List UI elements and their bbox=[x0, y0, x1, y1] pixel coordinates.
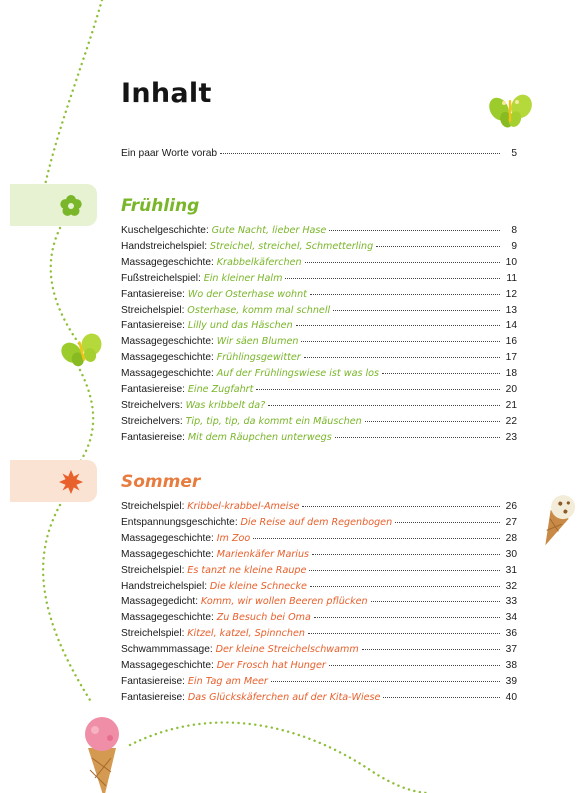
toc-entry-label bbox=[121, 384, 253, 395]
toc-entry-type: Massagegeschichte: bbox=[121, 532, 214, 544]
page-number: 14 bbox=[505, 320, 517, 332]
toc-row[interactable] bbox=[121, 416, 517, 431]
toc-entry-type: Streichelvers: bbox=[121, 399, 183, 411]
toc-row[interactable] bbox=[121, 660, 517, 675]
toc-entry-type: Streichelspiel: bbox=[121, 628, 185, 640]
toc-entry-type: Fantasiereise: bbox=[121, 288, 185, 300]
toc-entry-type: Massagegeschichte: bbox=[121, 368, 214, 380]
toc-entry-label bbox=[121, 660, 326, 671]
dot-leader bbox=[312, 554, 500, 555]
toc-row[interactable] bbox=[121, 368, 517, 383]
toc-entry-label bbox=[121, 533, 250, 544]
dot-leader bbox=[382, 373, 500, 374]
dot-leader bbox=[333, 310, 500, 311]
toc-row[interactable] bbox=[121, 273, 517, 288]
butterfly-icon bbox=[485, 91, 535, 129]
toc-entry-title: Mit dem Räupchen unterwegs bbox=[187, 431, 332, 443]
page-number: 23 bbox=[505, 431, 517, 443]
dot-leader bbox=[296, 325, 500, 326]
toc-row[interactable] bbox=[121, 628, 517, 643]
toc-entry-title: Im Zoo bbox=[216, 532, 251, 544]
page-number: 28 bbox=[505, 532, 517, 544]
page-number: 37 bbox=[505, 644, 517, 656]
toc-entry-type: Massagegeschichte: bbox=[121, 548, 214, 560]
toc-entry-title: Der kleine Streichelschwamm bbox=[215, 644, 359, 656]
ice-cream-icon bbox=[85, 717, 119, 793]
page-number: 10 bbox=[505, 256, 517, 268]
toc-entry-label bbox=[121, 400, 265, 411]
dot-leader bbox=[335, 437, 500, 438]
page-number: 34 bbox=[505, 612, 517, 624]
toc-entry-label bbox=[121, 289, 307, 300]
toc-entry-type: Fantasiereise: bbox=[121, 320, 185, 332]
dot-leader bbox=[310, 294, 500, 295]
flower-icon bbox=[58, 193, 84, 219]
toc-entry-title: Zu Besuch bei Oma bbox=[216, 612, 311, 624]
dotted-path-bottom bbox=[130, 723, 430, 793]
dot-leader bbox=[305, 262, 500, 263]
toc-entry-label bbox=[121, 257, 302, 268]
toc-row[interactable] bbox=[121, 565, 517, 580]
toc-entry-title: Die kleine Schnecke bbox=[209, 580, 307, 592]
page-number: 40 bbox=[505, 691, 517, 703]
toc-entry-title: Es tanzt ne kleine Raupe bbox=[187, 564, 307, 576]
section-heading-spring: Frühling bbox=[121, 196, 200, 216]
toc-row[interactable] bbox=[121, 692, 517, 707]
sun-icon bbox=[58, 469, 84, 495]
toc-row[interactable] bbox=[121, 612, 517, 627]
toc-entry-label bbox=[121, 676, 268, 687]
toc-entry-title: Streichel, streichel, Schmetterling bbox=[209, 240, 374, 252]
toc-entry-title: Ein kleiner Halm bbox=[203, 272, 283, 284]
page-title: Inhalt bbox=[121, 78, 212, 109]
page-number: 17 bbox=[505, 352, 517, 364]
section-heading-summer: Sommer bbox=[121, 472, 201, 492]
dot-leader bbox=[285, 278, 500, 279]
toc-entry-label bbox=[121, 581, 307, 592]
toc-entry-title: Kitzel, katzel, Spinnchen bbox=[187, 628, 305, 640]
toc-entry-label bbox=[121, 241, 373, 252]
dot-leader bbox=[256, 389, 500, 390]
toc-entry-type: Fantasiereise: bbox=[121, 691, 185, 703]
dot-leader bbox=[329, 665, 500, 666]
toc-entry-title: Osterhase, komm mal schnell bbox=[187, 304, 331, 316]
dot-leader bbox=[395, 522, 500, 523]
dot-leader bbox=[220, 153, 500, 154]
section-tab-spring bbox=[10, 184, 97, 226]
toc-entry-type: Fantasiereise: bbox=[121, 431, 185, 443]
toc-row[interactable] bbox=[121, 305, 517, 320]
toc-row-intro[interactable] bbox=[121, 148, 517, 163]
toc-entry-type: Massagegeschichte: bbox=[121, 660, 214, 671]
page-number: 39 bbox=[505, 675, 517, 687]
page-number: 32 bbox=[505, 580, 517, 592]
dot-leader bbox=[365, 421, 500, 422]
butterfly-icon bbox=[54, 327, 109, 370]
ice-cream-icon bbox=[534, 491, 579, 550]
page-number: 31 bbox=[505, 564, 517, 576]
toc-entry-title: Auf der Frühlingswiese ist was los bbox=[216, 368, 380, 380]
toc-entry-label bbox=[121, 596, 368, 607]
toc-entry-type: Massagegeschichte: bbox=[121, 336, 214, 348]
toc-entry-title: Die Reise auf dem Regenbogen bbox=[240, 516, 393, 528]
toc-entry-type: Streichelspiel: bbox=[121, 501, 185, 512]
toc-row[interactable] bbox=[121, 257, 517, 272]
dot-leader bbox=[371, 601, 500, 602]
toc-row[interactable] bbox=[121, 400, 517, 415]
toc-entry-title: Wir säen Blumen bbox=[216, 336, 299, 348]
toc-row[interactable] bbox=[121, 225, 517, 240]
toc-row[interactable] bbox=[121, 432, 517, 447]
toc-entry-type: Fußstreichelspiel: bbox=[121, 272, 201, 284]
page-number: 5 bbox=[511, 148, 517, 159]
dot-leader bbox=[271, 681, 500, 682]
toc-entry-label bbox=[121, 501, 299, 512]
toc-entry-label bbox=[121, 352, 301, 363]
toc-entry-title: Frühlingsgewitter bbox=[216, 352, 301, 364]
dot-leader bbox=[308, 633, 500, 634]
dot-leader bbox=[302, 506, 500, 507]
toc-entry-label bbox=[121, 225, 326, 236]
toc-entry-type: Streichelspiel: bbox=[121, 564, 185, 576]
dot-leader bbox=[268, 405, 500, 406]
page-number: 26 bbox=[505, 501, 517, 512]
dotted-path-summer bbox=[43, 505, 90, 700]
toc-entry-label bbox=[121, 320, 293, 331]
dot-leader bbox=[383, 697, 500, 698]
toc-entry-type: Massagegeschichte: bbox=[121, 352, 214, 364]
dotted-path-top bbox=[45, 0, 102, 185]
toc-row[interactable] bbox=[121, 676, 517, 691]
toc-row[interactable] bbox=[121, 596, 517, 611]
toc-entry-label bbox=[121, 517, 392, 528]
toc-entry-label bbox=[121, 628, 305, 639]
toc-row[interactable] bbox=[121, 384, 517, 399]
page-number: 30 bbox=[505, 548, 517, 560]
toc-entry-title: Wo der Osterhase wohnt bbox=[187, 288, 307, 300]
toc-entry-label: Ein paar Worte vorab bbox=[121, 148, 218, 159]
dot-leader bbox=[362, 649, 500, 650]
toc-entry-type: Massagegeschichte: bbox=[121, 256, 214, 268]
toc-entry-label bbox=[121, 273, 282, 284]
toc-entry-title: Gute Nacht, lieber Hase bbox=[211, 225, 327, 236]
toc-entry-label bbox=[121, 432, 332, 443]
page-number: 11 bbox=[506, 272, 517, 284]
toc-row[interactable] bbox=[121, 320, 517, 335]
section-tab-summer bbox=[10, 460, 97, 502]
toc-entry-type: Streichelvers: bbox=[121, 415, 183, 427]
toc-entry-label bbox=[121, 692, 380, 703]
dotted-path-lower bbox=[80, 370, 93, 462]
toc-entry-label bbox=[121, 368, 379, 379]
toc-entry-title: Das Glückskäferchen auf der Kita-Wiese bbox=[187, 691, 381, 703]
toc-entry-title: Ein Tag am Meer bbox=[187, 675, 268, 687]
dot-leader bbox=[314, 617, 500, 618]
dot-leader bbox=[329, 230, 500, 231]
toc-row[interactable] bbox=[121, 352, 517, 367]
dot-leader bbox=[310, 586, 500, 587]
toc-row[interactable] bbox=[121, 289, 517, 304]
toc-entry-type: Massagegeschichte: bbox=[121, 612, 214, 624]
toc-row[interactable] bbox=[121, 517, 517, 532]
toc-entry-label bbox=[121, 565, 306, 576]
toc-row[interactable] bbox=[121, 241, 517, 256]
dot-leader bbox=[253, 538, 500, 539]
toc-row[interactable] bbox=[121, 581, 517, 596]
toc-entry-title: Tip, tip, tip, da kommt ein Mäuschen bbox=[185, 415, 362, 427]
toc-entry-type: Entspannungsgeschichte: bbox=[121, 516, 238, 528]
toc-row[interactable] bbox=[121, 336, 517, 351]
toc-entry-type: Kuschelgeschichte: bbox=[121, 225, 209, 236]
page-number: 16 bbox=[505, 336, 517, 348]
toc-entry-label bbox=[121, 644, 359, 655]
toc-entry-label bbox=[121, 305, 330, 316]
toc-entry-title: Marienkäfer Marius bbox=[216, 548, 310, 560]
dot-leader bbox=[376, 246, 500, 247]
toc-entry-type: Schwammmassage: bbox=[121, 644, 213, 656]
page-number: 12 bbox=[505, 288, 517, 300]
toc-entry-type: Massagegedicht: bbox=[121, 596, 199, 608]
toc-entry-title: Komm, wir wollen Beeren pflücken bbox=[200, 596, 368, 608]
page-number: 27 bbox=[505, 516, 517, 528]
toc-row[interactable] bbox=[121, 533, 517, 548]
toc-entry-type: Streichelspiel: bbox=[121, 304, 185, 316]
page-number: 38 bbox=[505, 660, 517, 671]
toc-entry-label bbox=[121, 416, 362, 427]
page-number: 36 bbox=[505, 628, 517, 640]
page-number: 21 bbox=[505, 399, 517, 411]
toc-row[interactable] bbox=[121, 549, 517, 564]
toc-row[interactable] bbox=[121, 644, 517, 659]
toc-entry-title: Eine Zugfahrt bbox=[187, 384, 254, 395]
toc-entry-label bbox=[121, 336, 298, 347]
toc-entry-type: Fantasiereise: bbox=[121, 675, 185, 687]
toc-entry-type: Handstreichelspiel: bbox=[121, 240, 208, 252]
page-number: 13 bbox=[505, 304, 517, 316]
page-number: 20 bbox=[505, 384, 517, 395]
toc-entry-title: Der Frosch hat Hunger bbox=[216, 660, 326, 671]
page-number: 33 bbox=[505, 596, 517, 608]
dot-leader bbox=[309, 570, 500, 571]
toc-entry-title: Krabbelkäferchen bbox=[216, 256, 302, 268]
page-number: 18 bbox=[505, 368, 517, 380]
dotted-path-middle bbox=[51, 228, 80, 345]
toc-entry-type: Handstreichelspiel: bbox=[121, 580, 208, 592]
toc-entry-type: Fantasiereise: bbox=[121, 384, 185, 395]
page-number: 9 bbox=[511, 240, 517, 252]
toc-entry-title: Was kribbelt da? bbox=[185, 399, 266, 411]
dot-leader bbox=[301, 341, 500, 342]
page-number: 22 bbox=[505, 415, 517, 427]
toc-entry-label bbox=[121, 549, 309, 560]
dot-leader bbox=[304, 357, 500, 358]
toc-entry-title: Kribbel-krabbel-Ameise bbox=[187, 501, 300, 512]
page-number: 8 bbox=[511, 225, 517, 236]
toc-entry-title: Lilly und das Häschen bbox=[187, 320, 293, 332]
toc-entry-label bbox=[121, 612, 311, 623]
toc-row[interactable] bbox=[121, 501, 517, 516]
